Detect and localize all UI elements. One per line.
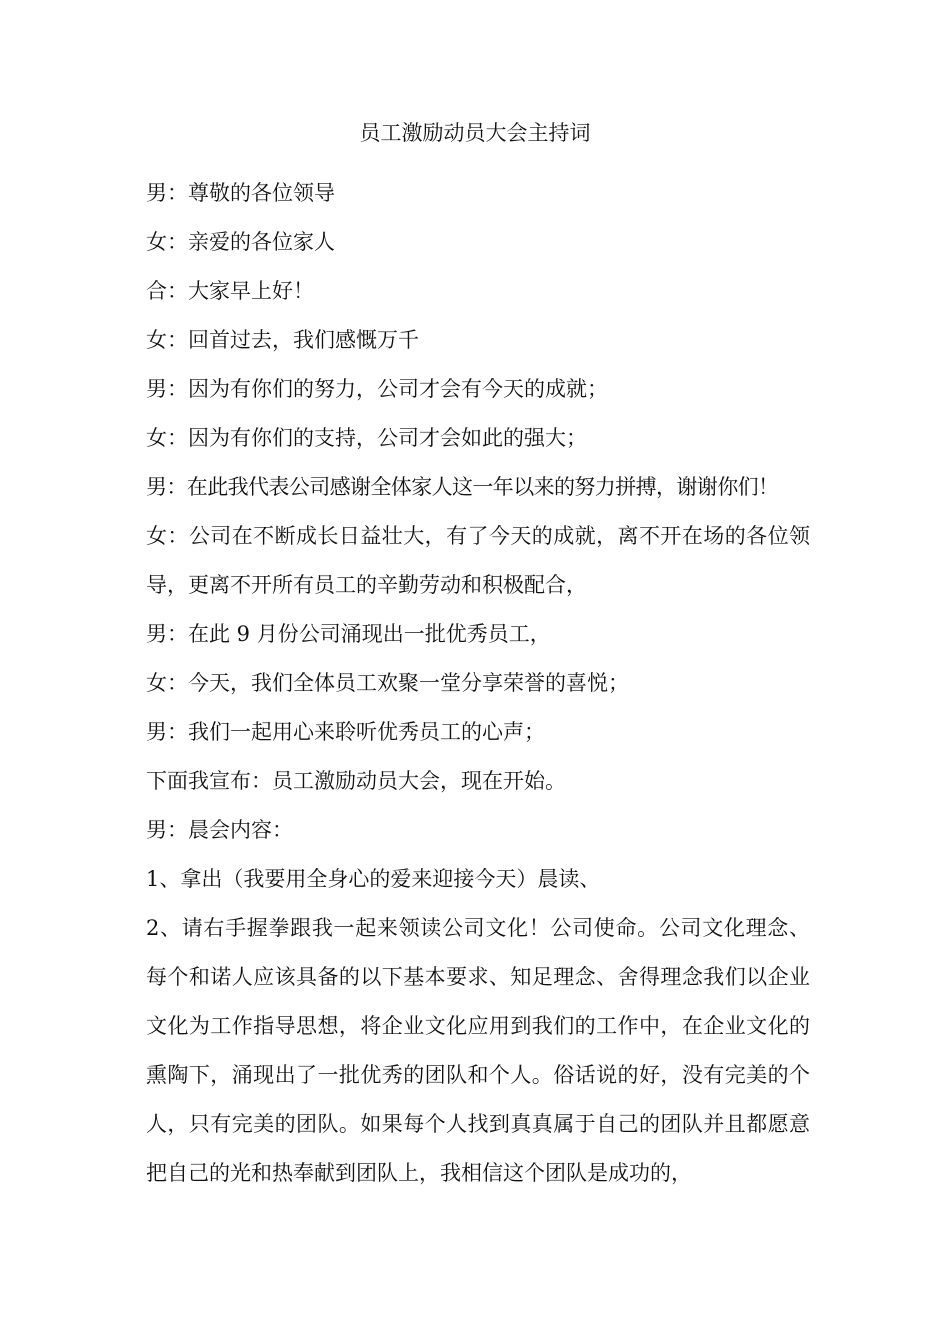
- script-line: 女：回首过去，我们感慨万千: [146, 328, 419, 352]
- script-line: 合：大家早上好！: [146, 279, 314, 303]
- script-paragraph: 2、请右手握拳跟我一起来领读公司文化！公司使命。公司文化理念、每个和诺人应该具备的以下基本要求、知足理念、舍得理念我们以企业文化为工作指导思想，将企业文化应用到我们的工作中，在企业文化的熏陶下，涌现出了一批优秀的团队和个人。俗话说的好，没有完美的个人，只有完美的团队。如果每个人找到真真属于自己的团队并且都愿意把自己的光和热奉献到团队上，我相信这个团队是成功的，: [146, 916, 810, 1185]
- script-line: 男：在此我代表公司感谢全体家人这一年以来的努力拼搏，谢谢你们！: [146, 475, 779, 499]
- script-line: 男：因为有你们的努力，公司才会有今天的成就；: [146, 377, 608, 401]
- script-line: 男：我们一起用心来聆听优秀员工的心声；: [146, 720, 545, 744]
- script-line: 下面我宣布：员工激励动员大会，现在开始。: [146, 769, 566, 793]
- script-line: 女：今天，我们全体员工欢聚一堂分享荣誉的喜悦；: [146, 671, 629, 695]
- document-title: 员工激励动员大会主持词: [359, 121, 591, 145]
- script-line: 1、拿出（我要用全身心的爱来迎接今天）晨读、: [146, 867, 601, 891]
- script-line: 男：尊敬的各位领导: [146, 181, 335, 205]
- script-line: 女：因为有你们的支持，公司才会如此的强大；: [146, 426, 587, 450]
- document-body: [146, 169, 810, 1198]
- script-line: 男：在此 9 月份公司涌现出一批优秀员工，: [146, 622, 551, 646]
- script-line: 女：亲爱的各位家人: [146, 230, 335, 254]
- script-paragraph: 女：公司在不断成长日益壮大，有了今天的成就，离不开在场的各位领导，更离不开所有员工的辛勤劳动和积极配合，: [146, 524, 810, 597]
- script-line: 男：晨会内容：: [146, 818, 293, 842]
